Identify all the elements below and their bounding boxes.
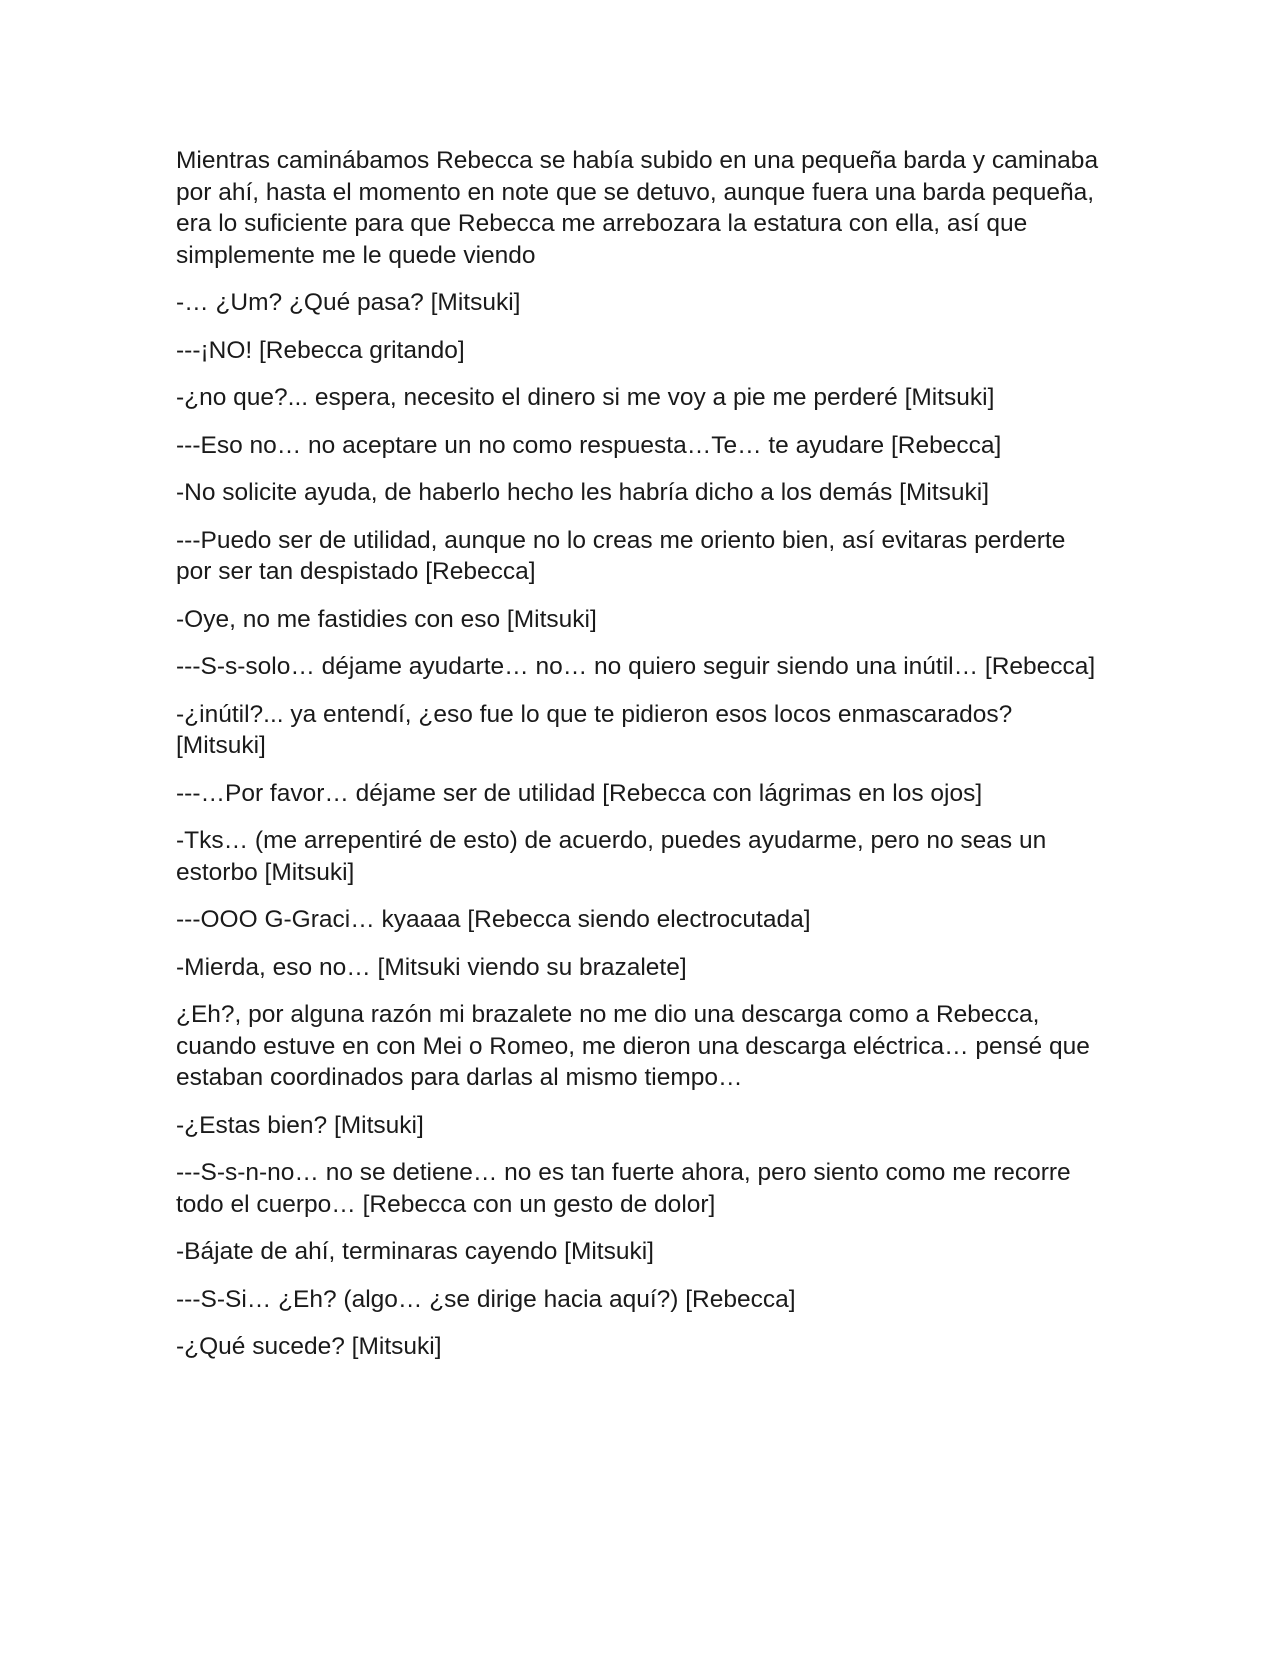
dialogue-line: ---Eso no… no aceptare un no como respuesta…Te… te ayudare [Rebecca] <box>176 431 1002 459</box>
dialogue-line: ---…Por favor… déjame ser de utilidad [Rebecca con lágrimas en los ojos] <box>176 779 983 807</box>
dialogue-line: ---OOO G-Graci… kyaaaa [Rebecca siendo electrocutada] <box>176 906 811 933</box>
dialogue-line: -¿Estas bien? [Mitsuki] <box>176 1111 424 1139</box>
dialogue-line: ---S-Si… ¿Eh? (algo… ¿se dirige hacia aquí?) [Rebecca] <box>176 1285 796 1313</box>
dialogue-line: -¿Qué sucede? [Mitsuki] <box>176 1333 442 1360</box>
dialogue-line: ---S-s-n-no… no se detiene… no es tan fuerte ahora, pero siento como me recorre todo el cuerpo… [Rebecca con un gesto de dolor] <box>176 1159 1071 1218</box>
narration-paragraph: ¿Eh?, por alguna razón mi brazalete no me dio una descarga como a Rebecca, cuando estuve en con Mei o Romeo, me dieron una descarga eléctrica… pensé que estaban coordinados para darlas al mismo tiempo… <box>176 1001 1090 1091</box>
dialogue-line: -… ¿Um? ¿Qué pasa? [Mitsuki] <box>176 289 521 316</box>
document-body <box>176 145 1104 1379</box>
dialogue-line: -Bájate de ahí, terminaras cayendo [Mitsuki] <box>176 1238 654 1265</box>
dialogue-line: ---Puedo ser de utilidad, aunque no lo creas me oriento bien, así evitaras perderte por ser tan despistado [Rebecca] <box>176 526 1066 585</box>
dialogue-line: ---¡NO! [Rebecca gritando] <box>176 336 465 364</box>
dialogue-line: -Tks… (me arrepentiré de esto) de acuerdo, puedes ayudarme, pero no seas un estorbo [Mitsuki] <box>176 827 1047 886</box>
narration-paragraph: Mientras caminábamos Rebecca se había subido en una pequeña barda y caminaba por ahí, hasta el momento en note que se detuvo, aunque fuera una barda pequeña, era lo suficiente para que Rebecca me arrebozara la estatura con ella, así que simplemente me le quede viendo <box>176 147 1099 269</box>
dialogue-line: -¿no que?... espera, necesito el dinero si me voy a pie me perderé [Mitsuki] <box>176 384 995 411</box>
dialogue-line: -Oye, no me fastidies con eso [Mitsuki] <box>176 605 597 633</box>
dialogue-line: -¿inútil?... ya entendí, ¿eso fue lo que te pidieron esos locos enmascarados? [Mitsuki] <box>176 700 1013 759</box>
dialogue-line: ---S-s-solo… déjame ayudarte… no… no quiero seguir siendo una inútil… [Rebecca] <box>176 653 1096 680</box>
dialogue-line: -Mierda, eso no… [Mitsuki viendo su brazalete] <box>176 953 687 981</box>
dialogue-line: -No solicite ayuda, de haberlo hecho les habría dicho a los demás [Mitsuki] <box>176 479 990 506</box>
